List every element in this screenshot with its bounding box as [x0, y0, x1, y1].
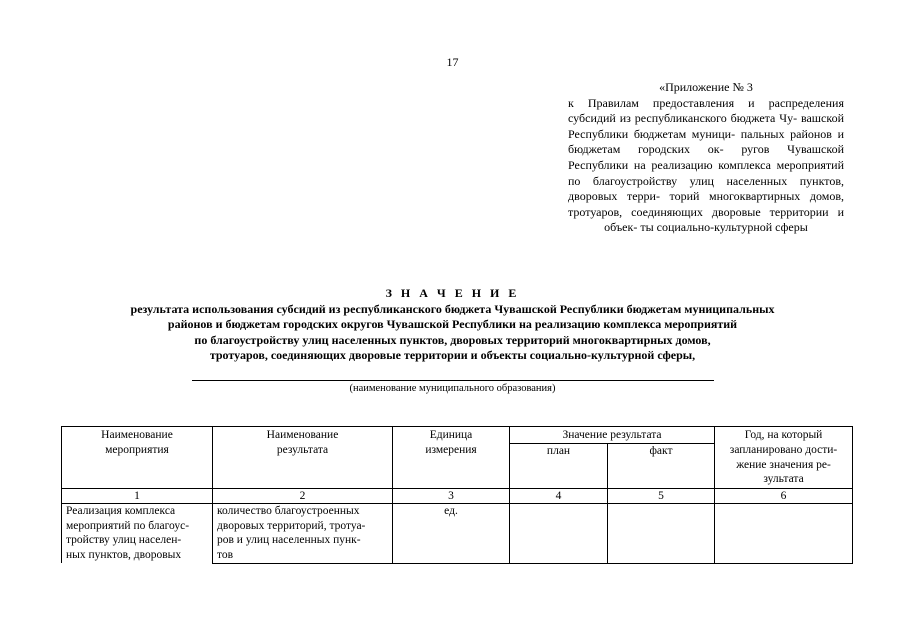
appendix-line: субсидий из республиканского бюджета Чу- [568, 111, 798, 126]
appendix-line: пальных районов и бюджетам городских ок- [568, 126, 844, 157]
municipality-caption: (наименование муниципального образования) [349, 383, 556, 394]
header-fact: факт [608, 443, 715, 488]
header-result-value: Значение результата [510, 427, 715, 444]
cell-unit: ед. [393, 503, 510, 563]
column-number: 1 [62, 488, 213, 503]
header-result-name: Наименование результата [213, 427, 393, 489]
cell-result: количество благоустроенных дворовых территорий, тротуа- ров и улиц населенных пунк- тов [213, 503, 393, 563]
appendix-title: «Приложение № 3 [659, 80, 753, 94]
appendix-body [568, 96, 844, 236]
cell-year [715, 503, 853, 563]
heading-line: тротуаров, соединяющих дворовые территории и объекты социально-культурной сферы, [209, 348, 696, 363]
column-number: 5 [608, 488, 715, 503]
results-table [61, 426, 853, 564]
column-number: 3 [393, 488, 510, 503]
appendix-line: к Правилам предоставления и распределения [568, 95, 844, 110]
municipality-fill-line [192, 380, 714, 381]
column-number: 4 [510, 488, 608, 503]
appendix-line: торий многоквартирных домов, тротуаров, [568, 189, 845, 219]
appendix-line: вашской Республики бюджетам муници- [568, 111, 844, 141]
cell-fact [608, 503, 715, 563]
cell-event: Реализация комплекса мероприятий по благоус- тройству улиц населен- ных пунктов, дворовых [62, 503, 213, 563]
header-event-name: Наименование мероприятия [62, 427, 213, 489]
heading-line: результата использования субсидий из республиканского бюджета Чувашской Республики бюджетам муниципальных [130, 301, 775, 316]
appendix-block [568, 80, 844, 236]
document-heading [0, 286, 905, 364]
header-year: Год, на который запланировано дости- жение значения ре- зультата [715, 427, 853, 489]
header-unit: Единица измерения [393, 427, 510, 489]
header-plan: план [510, 443, 608, 488]
appendix-line: соединяющих дворовые территории и объек- [604, 204, 845, 235]
table-row [62, 503, 853, 563]
appendix-line: ругов Чувашской Республики на реализацию [568, 142, 845, 172]
appendix-line: комплекса мероприятий по благоустройству [568, 157, 845, 188]
cell-plan [510, 503, 608, 563]
appendix-line: ты социально-культурной сферы [640, 220, 808, 235]
heading-title: З Н А Ч Е Н И Е [385, 286, 520, 300]
heading-line: районов и бюджетам городских округов Чувашской Республики на реализацию комплекса мероприятий [167, 317, 738, 332]
column-number: 2 [213, 488, 393, 503]
heading-line: по благоустройству улиц населенных пунктов, дворовых территорий многоквартирных домов, [194, 332, 711, 347]
appendix-line: улиц населенных пунктов, дворовых терри- [568, 173, 844, 204]
page-number: 17 [446, 55, 459, 69]
column-number: 6 [715, 488, 853, 503]
